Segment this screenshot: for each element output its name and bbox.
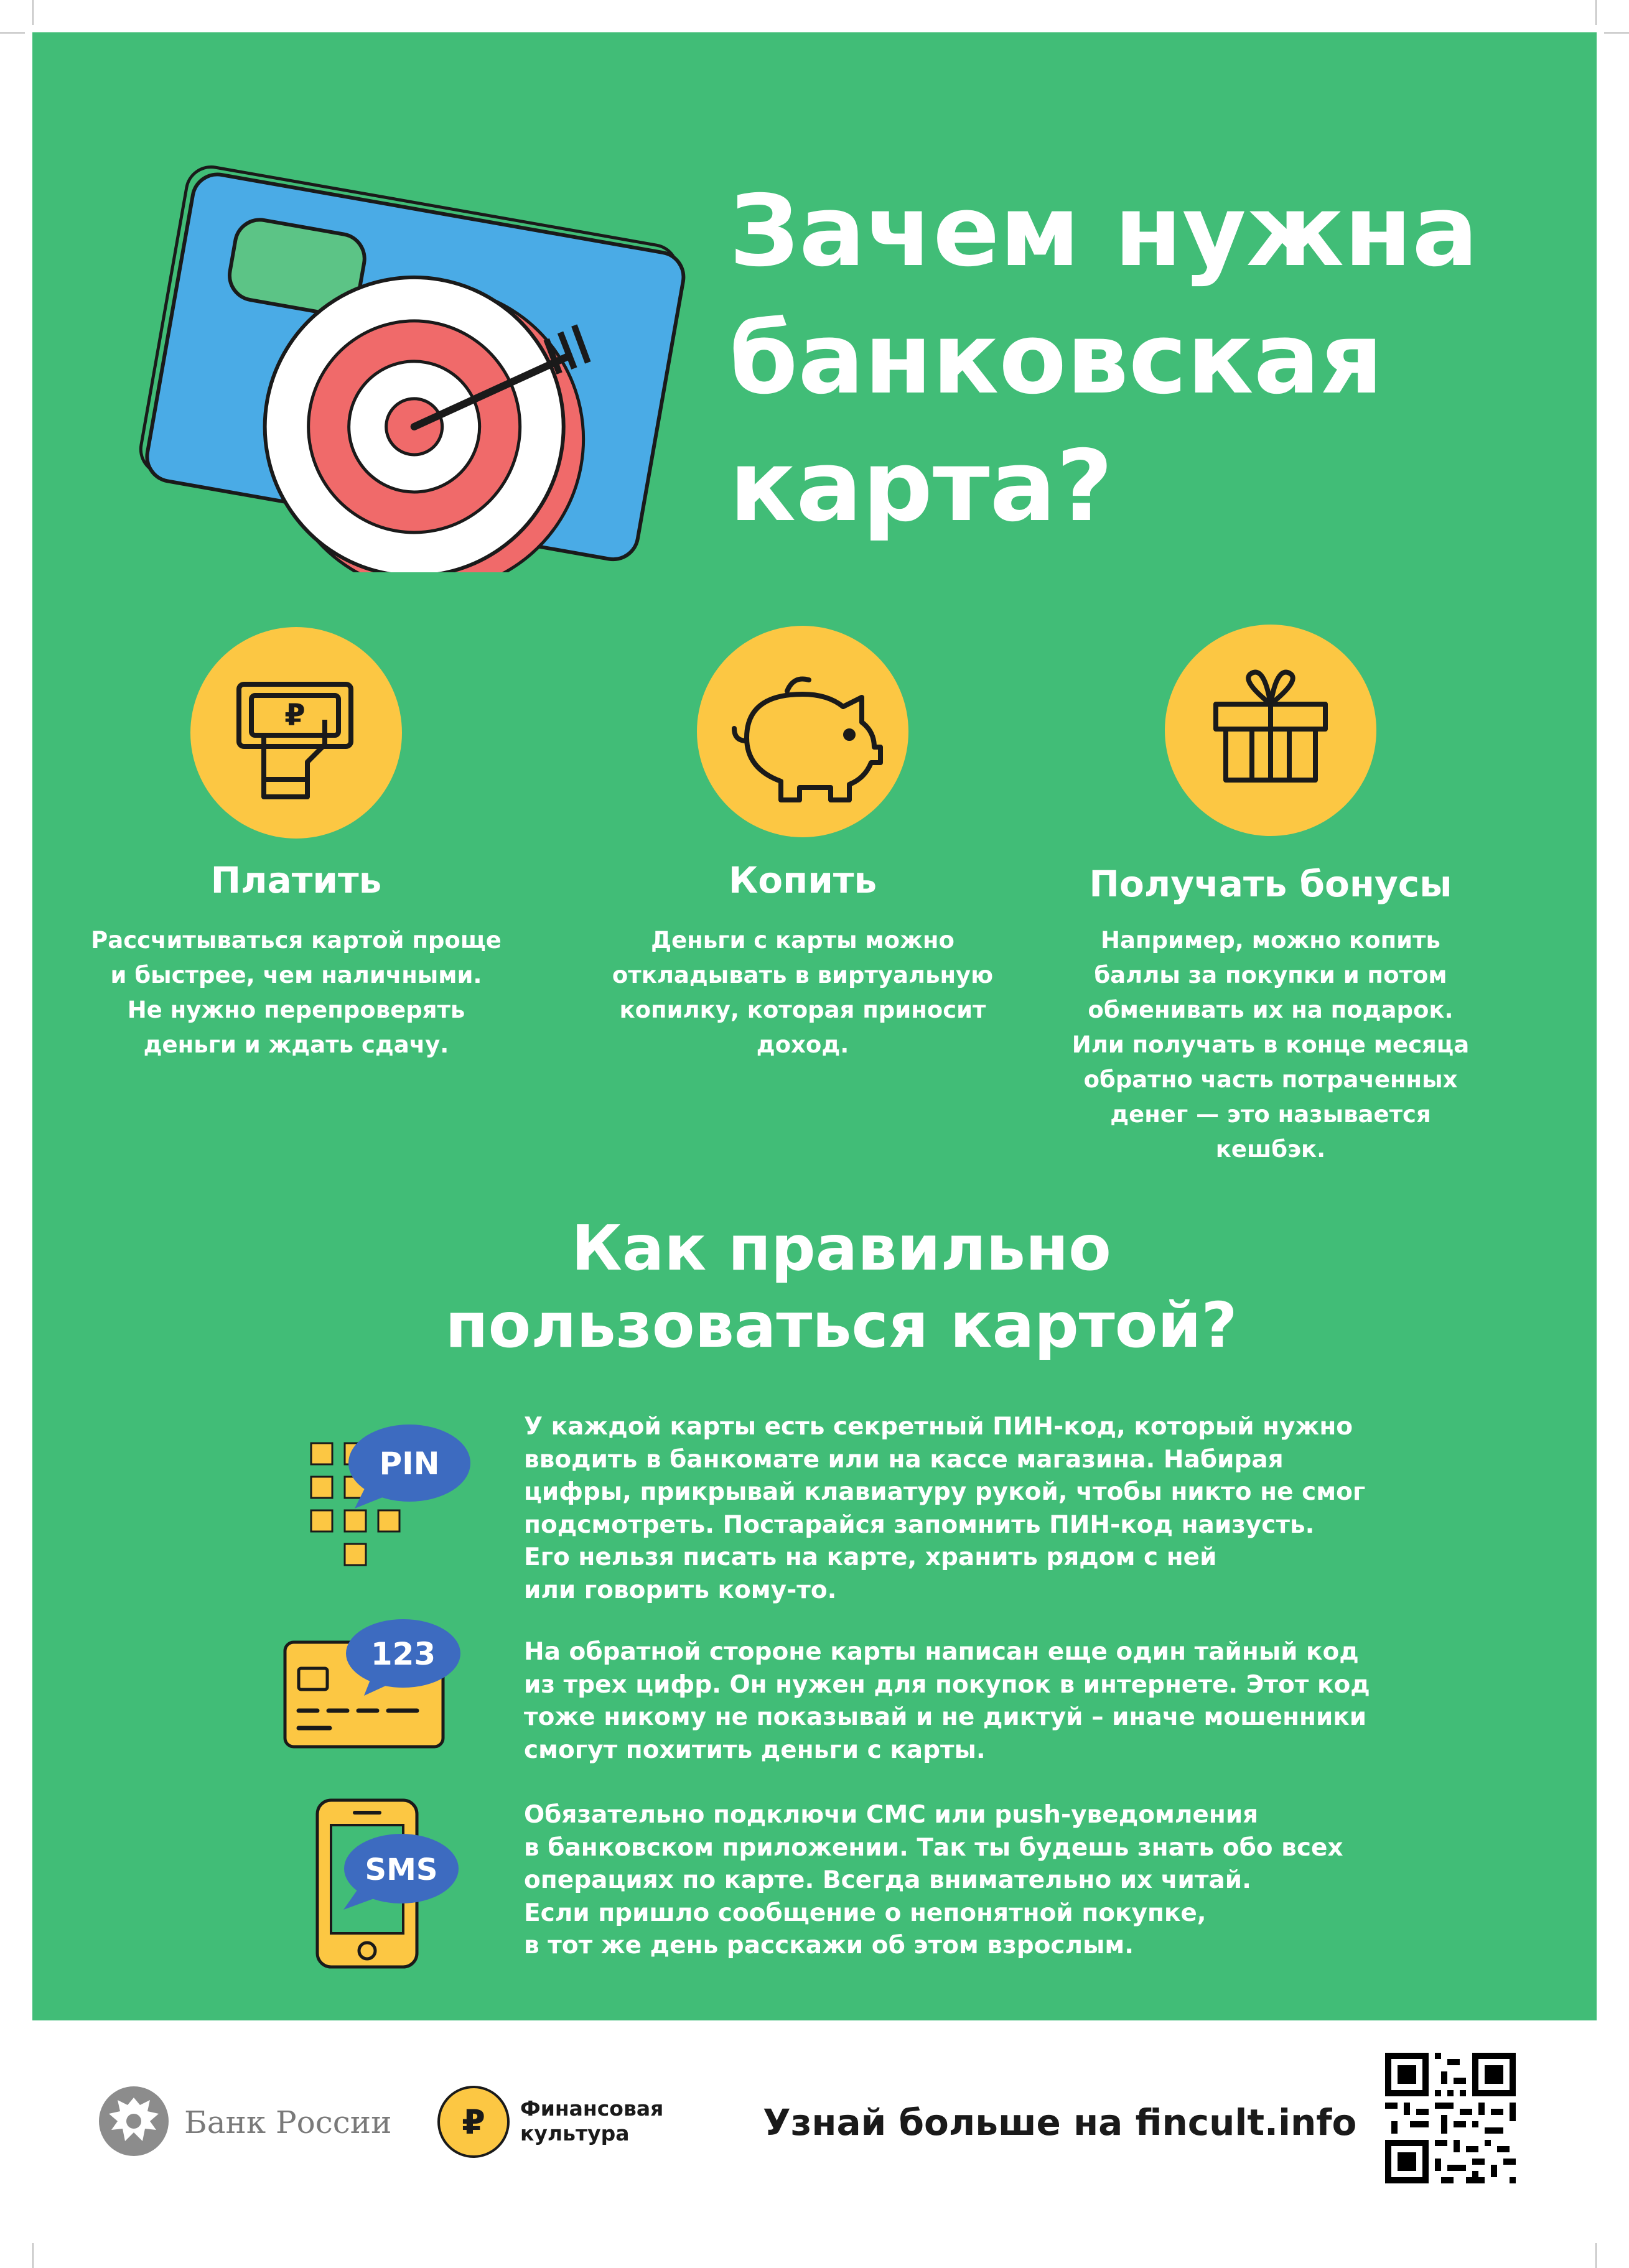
feature-title-pay: Платить	[210, 859, 382, 901]
crop-mark	[1595, 2243, 1597, 2268]
rule-text-sms: Обязательно подключи СМС или push-уведомления в банковском приложении. Так ты будешь знать обо всех операциях по карте. Всегда внимательно их читай. Если пришло сообщение о непонятной покупке, в тот же день расскажи об этом взрослым.	[524, 1801, 1343, 1959]
feature-title-save: Копить	[728, 859, 877, 901]
rule-text-pin: У каждой карты есть секретный ПИН-код, который нужно вводить в банкомате или на кассе магазина. Набирая цифры, прикрывай клавиатуру рукой, чтобы никто не смог подсмотреть. Постарайся запомнить ПИН-код наизусть. Его нельзя писать на карте, хранить рядом с ней или говорить кому-то.	[524, 1413, 1366, 1604]
pin-badge-label: PIN	[379, 1446, 440, 1482]
fincult-logo-icon	[437, 2085, 510, 2159]
qr-code[interactable]	[1385, 2053, 1516, 2183]
bank-of-russia-emblem-icon	[96, 2084, 171, 2159]
page-title: Зачем нужна банковская карта?	[729, 174, 1478, 544]
piggy-bank-icon	[697, 626, 908, 837]
cvv-badge-label: 123	[370, 1636, 436, 1672]
gift-box-icon	[1165, 625, 1376, 836]
fincult-ruble-symbol: ₽	[462, 2103, 485, 2142]
save-feature-badge	[697, 626, 908, 837]
rule-text-cvv: На обратной стороне карты написан еще один тайный код из трех цифр. Он нужен для покупок в интернете. Этот код тоже никому не показывай и не диктуй – иначе мошенники смогут похитить деньги с карты.	[524, 1638, 1370, 1764]
keypad-pin-icon	[299, 1424, 473, 1580]
phone-sms-icon	[311, 1798, 467, 1972]
section-title: Как правильно пользоваться картой?	[445, 1212, 1238, 1362]
crop-mark	[32, 0, 34, 25]
sms-badge-label: SMS	[365, 1852, 438, 1887]
learn-more-link[interactable]: Узнай больше на fincult.info	[763, 2101, 1357, 2144]
hand-with-ruble-banknote-icon	[190, 627, 402, 839]
bonus-feature-badge	[1165, 625, 1376, 836]
feature-title-bonus: Получать бонусы	[1089, 863, 1452, 905]
ruble-symbol: ₽	[284, 698, 306, 733]
fincult-logo-text: Финансовая культура	[520, 2096, 664, 2145]
crop-mark	[0, 32, 25, 34]
crop-mark	[32, 2243, 34, 2268]
feature-text-save: Деньги с карты можно откладывать в виртуальную копилку, которая приносит доход.	[612, 927, 994, 1058]
feature-text-pay: Рассчитываться картой проще и быстрее, чем наличными. Не нужно перепроверять деньги и ждать сдачу.	[91, 927, 502, 1058]
feature-text-bonus: Например, можно копить баллы за покупки и потом обменивать их на подарок. Или получать в конце месяца обратно часть потраченных денег — это называется кешбэк.	[1071, 927, 1470, 1163]
card-back-cvv-icon	[280, 1617, 485, 1760]
pay-feature-badge	[190, 627, 402, 839]
bank-of-russia-logo-text: Банк России	[184, 2104, 392, 2140]
crop-mark	[1595, 0, 1597, 25]
crop-mark	[1604, 32, 1629, 34]
bank-card-target-illustration	[131, 143, 703, 572]
